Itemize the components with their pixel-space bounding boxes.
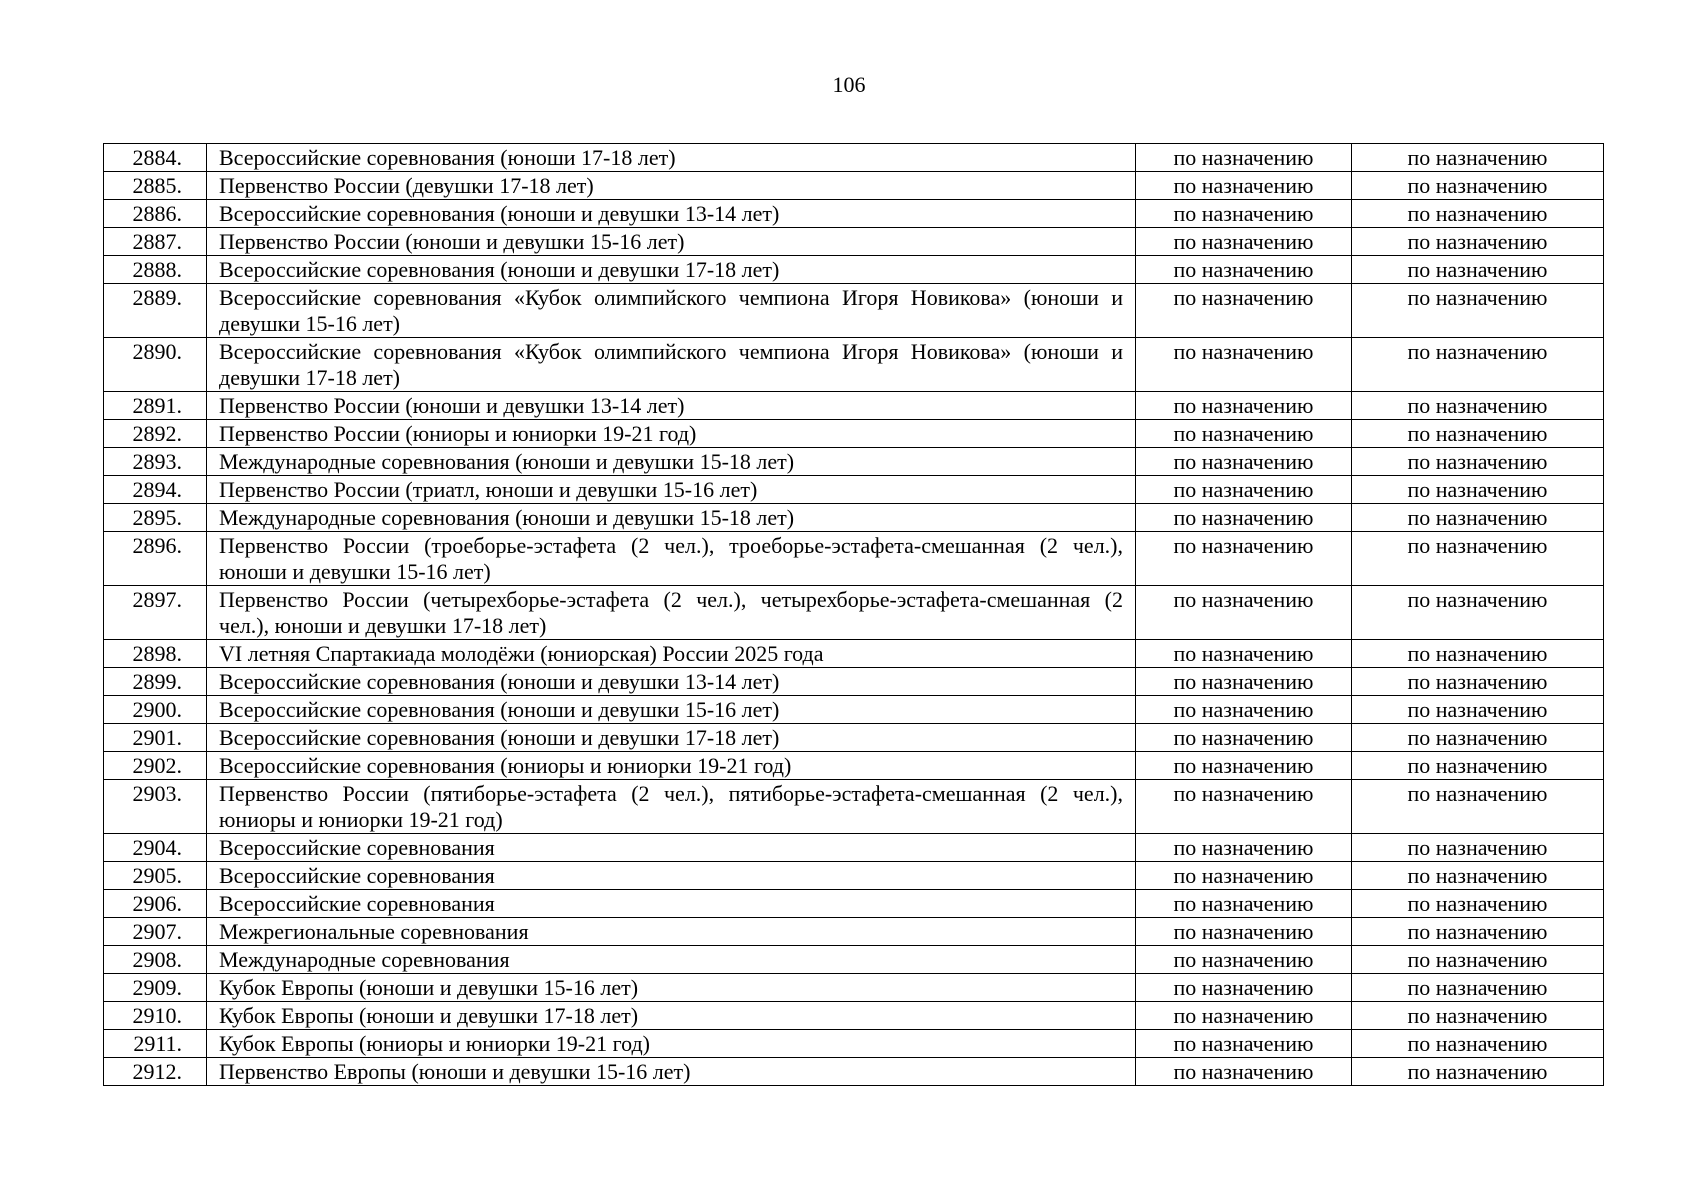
assignment-cell-a: по назначению [1136,752,1352,780]
event-name-cell: Кубок Европы (юниоры и юниорки 19-21 год) [207,1030,1136,1058]
assignment-cell-b: по назначению [1352,1058,1604,1086]
assignment-cell-a: по назначению [1136,974,1352,1002]
assignment-cell-b: по назначению [1352,1002,1604,1030]
assignment-cell-a: по назначению [1136,420,1352,448]
assignment-cell-a: по назначению [1136,1030,1352,1058]
row-number-cell: 2888. [104,256,207,284]
row-number-cell: 2904. [104,834,207,862]
assignment-cell-a: по назначению [1136,890,1352,918]
events-table [103,143,1604,1086]
row-number-cell: 2887. [104,228,207,256]
table-row [104,144,1604,172]
assignment-cell-b: по назначению [1352,780,1604,834]
assignment-cell-a: по назначению [1136,586,1352,640]
assignment-cell-b: по назначению [1352,476,1604,504]
event-name-cell: Международные соревнования (юноши и девушки 15-18 лет) [207,504,1136,532]
assignment-cell-a: по назначению [1136,1002,1352,1030]
row-number-cell: 2886. [104,200,207,228]
assignment-cell-b: по назначению [1352,668,1604,696]
assignment-cell-a: по назначению [1136,1058,1352,1086]
assignment-cell-b: по назначению [1352,918,1604,946]
row-number-cell: 2909. [104,974,207,1002]
assignment-cell-b: по назначению [1352,256,1604,284]
row-number-cell: 2895. [104,504,207,532]
assignment-cell-b: по назначению [1352,228,1604,256]
assignment-cell-b: по назначению [1352,752,1604,780]
assignment-cell-b: по назначению [1352,890,1604,918]
assignment-cell-a: по назначению [1136,476,1352,504]
row-number-cell: 2910. [104,1002,207,1030]
assignment-cell-b: по назначению [1352,640,1604,668]
assignment-cell-a: по назначению [1136,696,1352,724]
assignment-cell-b: по назначению [1352,724,1604,752]
table-row [104,780,1604,834]
table-row [104,284,1604,338]
row-number-cell: 2902. [104,752,207,780]
event-name-cell: Всероссийские соревнования (юноши и девушки 15-16 лет) [207,696,1136,724]
event-name-cell: VI летняя Спартакиада молодёжи (юниорская) России 2025 года [207,640,1136,668]
assignment-cell-a: по назначению [1136,918,1352,946]
assignment-cell-a: по назначению [1136,200,1352,228]
assignment-cell-a: по назначению [1136,668,1352,696]
event-name-cell: Первенство России (четырехборье-эстафета (2 чел.), четырехборье-эстафета-смешанная (2 чел.), юноши и девушки 17-18 лет) [207,586,1136,640]
event-name-cell: Всероссийские соревнования [207,834,1136,862]
assignment-cell-a: по назначению [1136,532,1352,586]
table-row [104,338,1604,392]
table-row [104,172,1604,200]
assignment-cell-a: по назначению [1136,144,1352,172]
row-number-cell: 2900. [104,696,207,724]
table-row [104,532,1604,586]
table-row [104,504,1604,532]
table-row [104,752,1604,780]
row-number-cell: 2891. [104,392,207,420]
assignment-cell-a: по назначению [1136,338,1352,392]
assignment-cell-b: по назначению [1352,586,1604,640]
table-row [104,1002,1604,1030]
assignment-cell-b: по назначению [1352,448,1604,476]
row-number-cell: 2890. [104,338,207,392]
assignment-cell-a: по назначению [1136,256,1352,284]
assignment-cell-b: по назначению [1352,392,1604,420]
assignment-cell-a: по назначению [1136,780,1352,834]
event-name-cell: Всероссийские соревнования (юноши и девушки 13-14 лет) [207,200,1136,228]
assignment-cell-a: по назначению [1136,228,1352,256]
row-number-cell: 2892. [104,420,207,448]
row-number-cell: 2897. [104,586,207,640]
table-row [104,890,1604,918]
table-row [104,392,1604,420]
table-row [104,200,1604,228]
assignment-cell-a: по назначению [1136,392,1352,420]
event-name-cell: Первенство России (троеборье-эстафета (2 чел.), троеборье-эстафета-смешанная (2 чел.), юноши и девушки 15-16 лет) [207,532,1136,586]
table-row [104,918,1604,946]
table-row [104,1030,1604,1058]
assignment-cell-b: по назначению [1352,200,1604,228]
event-name-cell: Международные соревнования (юноши и девушки 15-18 лет) [207,448,1136,476]
event-name-cell: Всероссийские соревнования (юноши и девушки 17-18 лет) [207,256,1136,284]
event-name-cell: Первенство России (юноши и девушки 13-14 лет) [207,392,1136,420]
row-number-cell: 2896. [104,532,207,586]
assignment-cell-a: по назначению [1136,284,1352,338]
events-table-body [104,144,1604,1086]
table-row [104,1058,1604,1086]
assignment-cell-b: по назначению [1352,532,1604,586]
assignment-cell-a: по назначению [1136,448,1352,476]
table-row [104,974,1604,1002]
assignment-cell-b: по назначению [1352,144,1604,172]
event-name-cell: Межрегиональные соревнования [207,918,1136,946]
assignment-cell-b: по назначению [1352,420,1604,448]
table-row [104,862,1604,890]
assignment-cell-b: по назначению [1352,284,1604,338]
event-name-cell: Первенство России (девушки 17-18 лет) [207,172,1136,200]
table-row [104,256,1604,284]
event-name-cell: Первенство Европы (юноши и девушки 15-16 лет) [207,1058,1136,1086]
assignment-cell-b: по назначению [1352,946,1604,974]
event-name-cell: Всероссийские соревнования (юноши и девушки 17-18 лет) [207,724,1136,752]
assignment-cell-b: по назначению [1352,862,1604,890]
event-name-cell: Первенство России (юноши и девушки 15-16 лет) [207,228,1136,256]
event-name-cell: Всероссийские соревнования [207,862,1136,890]
event-name-cell: Всероссийские соревнования «Кубок олимпийского чемпиона Игоря Новикова» (юноши и девушки 15-16 лет) [207,284,1136,338]
assignment-cell-b: по назначению [1352,974,1604,1002]
table-row [104,834,1604,862]
row-number-cell: 2899. [104,668,207,696]
assignment-cell-b: по назначению [1352,696,1604,724]
assignment-cell-a: по назначению [1136,504,1352,532]
assignment-cell-a: по назначению [1136,946,1352,974]
row-number-cell: 2906. [104,890,207,918]
assignment-cell-a: по назначению [1136,172,1352,200]
event-name-cell: Всероссийские соревнования «Кубок олимпийского чемпиона Игоря Новикова» (юноши и девушки 17-18 лет) [207,338,1136,392]
table-row [104,420,1604,448]
row-number-cell: 2893. [104,448,207,476]
event-name-cell: Кубок Европы (юноши и девушки 17-18 лет) [207,1002,1136,1030]
table-row [104,586,1604,640]
assignment-cell-a: по назначению [1136,862,1352,890]
row-number-cell: 2911. [104,1030,207,1058]
row-number-cell: 2912. [104,1058,207,1086]
page-number: 106 [832,72,866,97]
event-name-cell: Первенство России (триатл, юноши и девушки 15-16 лет) [207,476,1136,504]
table-row [104,228,1604,256]
row-number-cell: 2901. [104,724,207,752]
table-row [104,640,1604,668]
event-name-cell: Всероссийские соревнования (юноши и девушки 13-14 лет) [207,668,1136,696]
assignment-cell-b: по назначению [1352,834,1604,862]
row-number-cell: 2908. [104,946,207,974]
row-number-cell: 2907. [104,918,207,946]
assignment-cell-b: по назначению [1352,1030,1604,1058]
event-name-cell: Кубок Европы (юноши и девушки 15-16 лет) [207,974,1136,1002]
table-row [104,448,1604,476]
event-name-cell: Всероссийские соревнования (юниоры и юниорки 19-21 год) [207,752,1136,780]
assignment-cell-a: по назначению [1136,640,1352,668]
assignment-cell-b: по назначению [1352,338,1604,392]
row-number-cell: 2889. [104,284,207,338]
table-row [104,476,1604,504]
assignment-cell-a: по назначению [1136,724,1352,752]
row-number-cell: 2898. [104,640,207,668]
event-name-cell: Всероссийские соревнования [207,890,1136,918]
row-number-cell: 2885. [104,172,207,200]
event-name-cell: Международные соревнования [207,946,1136,974]
event-name-cell: Всероссийские соревнования (юноши 17-18 лет) [207,144,1136,172]
table-row [104,946,1604,974]
assignment-cell-b: по назначению [1352,504,1604,532]
row-number-cell: 2894. [104,476,207,504]
table-row [104,696,1604,724]
event-name-cell: Первенство России (юниоры и юниорки 19-21 год) [207,420,1136,448]
table-row [104,668,1604,696]
table-row [104,724,1604,752]
event-name-cell: Первенство России (пятиборье-эстафета (2 чел.), пятиборье-эстафета-смешанная (2 чел.), юниоры и юниорки 19-21 год) [207,780,1136,834]
assignment-cell-b: по назначению [1352,172,1604,200]
row-number-cell: 2903. [104,780,207,834]
assignment-cell-a: по назначению [1136,834,1352,862]
row-number-cell: 2884. [104,144,207,172]
row-number-cell: 2905. [104,862,207,890]
